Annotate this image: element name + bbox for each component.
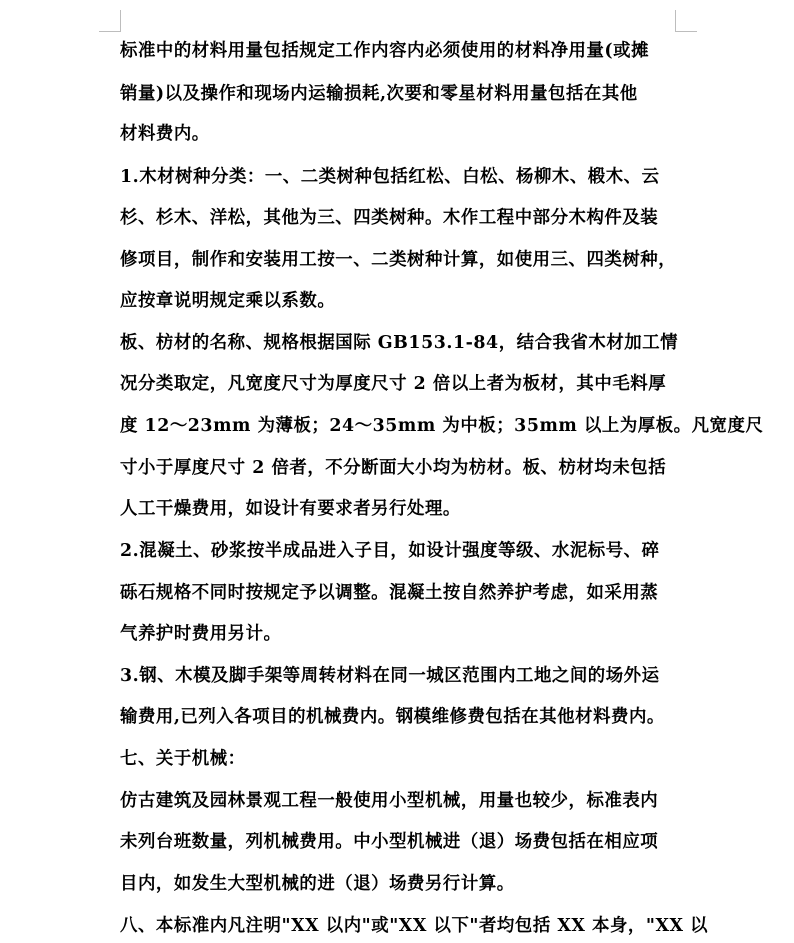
- text-line: 销量)以及操作和现场内运输损耗,次要和零星材料用量包括在其他: [120, 84, 638, 104]
- text-line: 杉、杉木、洋松，其他为三、四类树种。木作工程中部分木构件及装: [120, 208, 659, 228]
- text-line: 度 12～23mm 为薄板；24～35mm 为中板；35mm 以上为厚板。凡宽度尺: [120, 416, 764, 436]
- margin-corner-top-left: [99, 10, 121, 32]
- text-line: 标准中的材料用量包括规定工作内容内必须使用的材料净用量(或摊: [120, 41, 650, 61]
- text-line: 输费用,已列入各项目的机械费内。钢模维修费包括在其他材料费内。: [120, 707, 665, 727]
- text-line: 应按章说明规定乘以系数。: [120, 291, 336, 311]
- text-line: 1.木材树种分类：一、二类树种包括红松、白松、杨柳木、椴木、云: [120, 167, 660, 187]
- margin-corner-top-right: [675, 10, 697, 32]
- text-line: 目内，如发生大型机械的进（退）场费另行计算。: [120, 874, 515, 894]
- text-line: 3.钢、木模及脚手架等周转材料在同一城区范围内工地之间的场外运: [120, 666, 660, 686]
- text-line: 未列台班数量，列机械费用。中小型机械进（退）场费包括在相应项: [120, 832, 659, 852]
- text-line: 板、枋材的名称、规格根据国际 GB153.1-84，结合我省木材加工情: [120, 333, 679, 353]
- text-line: 砾石规格不同时按规定予以调整。混凝土按自然养护考虑，如采用蒸: [120, 583, 659, 603]
- text-line: 材料费内。: [120, 124, 210, 144]
- text-line: 2.混凝土、砂浆按半成品进入子目，如设计强度等级、水泥标号、碎: [120, 541, 660, 561]
- text-line: 七、关于机械：: [120, 749, 246, 769]
- text-line: 修项目，制作和安装用工按一、二类树种计算，如使用三、四类树种，: [120, 250, 677, 270]
- text-line: 况分类取定，凡宽度尺寸为厚度尺寸 2 倍以上者为板材，其中毛料厚: [120, 374, 667, 394]
- text-line: 仿古建筑及园林景观工程一般使用小型机械，用量也较少，标准表内: [120, 791, 659, 811]
- text-line: 寸小于厚度尺寸 2 倍者，不分断面大小均为枋材。板、枋材均未包括: [120, 458, 667, 478]
- text-line: 八、本标准内凡注明"XX 以内"或"XX 以下"者均包括 XX 本身，"XX 以: [120, 916, 709, 936]
- text-line: 人工干燥费用，如设计有要求者另行处理。: [120, 499, 461, 519]
- text-line: 气养护时费用另计。: [120, 624, 282, 644]
